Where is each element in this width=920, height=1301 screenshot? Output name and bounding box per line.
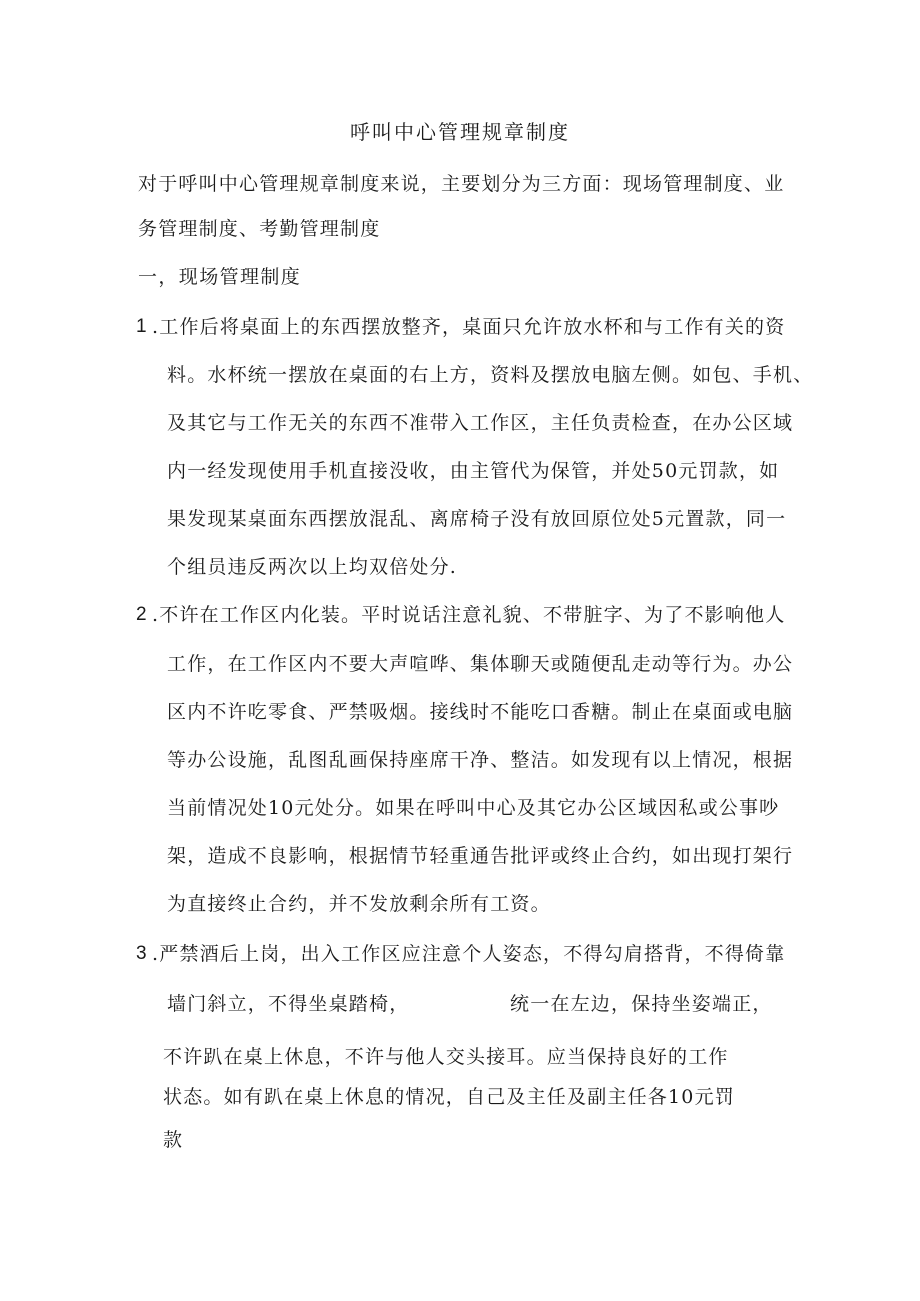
item-3-line-5: 款 xyxy=(163,1129,184,1151)
item-1-line-3: 及其它与工作无关的东西不准带入工作区，主任负责检查，在办公区域 xyxy=(167,412,794,434)
item-1-line-6: 个组员违反两次以上均双倍处分. xyxy=(167,556,458,578)
item-1-line-4: 内一经发现使用手机直接没收，由主管代为保管，并处50元罚款，如 xyxy=(167,460,780,482)
item-1-line-1: .工作后将桌面上的东西摆放整齐，桌面只允许放水杯和与工作有关的资 xyxy=(152,316,786,338)
item-2-line-6: 架，造成不良影响，根据情节轻重通告批评或终止合约，如出现打架行 xyxy=(167,845,794,867)
section-heading: 一，现场管理制度 xyxy=(138,266,302,288)
item-2-line-2: 工作，在工作区内不要大声喧哗、集体聊天或随便乱走动等行为。办公 xyxy=(167,653,794,675)
item-2-line-4: 等办公设施，乱图乱画保持座席干净、整洁。如发现有以上情况，根据 xyxy=(167,749,794,771)
intro-line-2: 务管理制度、考勤管理制度 xyxy=(138,218,381,240)
intro-line-1: 对于呼叫中心管理规章制度来说，主要划分为三方面：现场管理制度、业 xyxy=(138,173,785,195)
item-3-line-2a: 墙门斜立，不得坐桌踏椅， xyxy=(167,993,410,1015)
item-number: 3 xyxy=(136,943,147,964)
item-3-line-4: 状态。如有趴在桌上休息的情况，自己及主任及副主任各10元罚 xyxy=(163,1086,735,1108)
item-3-line-3: 不许趴在桌上休息，不许与他人交头接耳。应当保持良好的工作 xyxy=(163,1046,729,1068)
item-2-line-7: 为直接终止合约，并不发放剩余所有工资。 xyxy=(167,893,551,915)
document-title: 呼叫中心管理规章制度 xyxy=(350,120,570,144)
item-3-line-1: .严禁酒后上岗，出入工作区应注意个人姿态，不得勾肩搭背，不得倚靠 xyxy=(152,943,786,965)
item-number: 2 xyxy=(136,604,147,625)
item-1-line-5: 果发现某桌面东西摆放混乱、离席椅子没有放回原位处5元置款，同一 xyxy=(167,508,787,530)
item-1-line-2: 料。水杯统一摆放在桌面的右上方，资料及摆放电脑左侧。如包、手机、 xyxy=(167,364,814,386)
item-2-line-1: .不许在工作区内化装。平时说话注意礼貌、不带脏字、为了不影响他人 xyxy=(152,604,786,626)
item-2-line-3: 区内不许吃零食、严禁吸烟。接线时不能吃口香糖。制止在桌面或电脑 xyxy=(167,701,794,723)
item-number: 1 xyxy=(136,316,147,337)
item-2-line-5: 当前情况处10元处分。如果在呼叫中心及其它办公区域因私或公事吵 xyxy=(167,797,780,819)
item-3-line-2b: 统一在左边，保持坐姿端正， xyxy=(510,993,773,1015)
